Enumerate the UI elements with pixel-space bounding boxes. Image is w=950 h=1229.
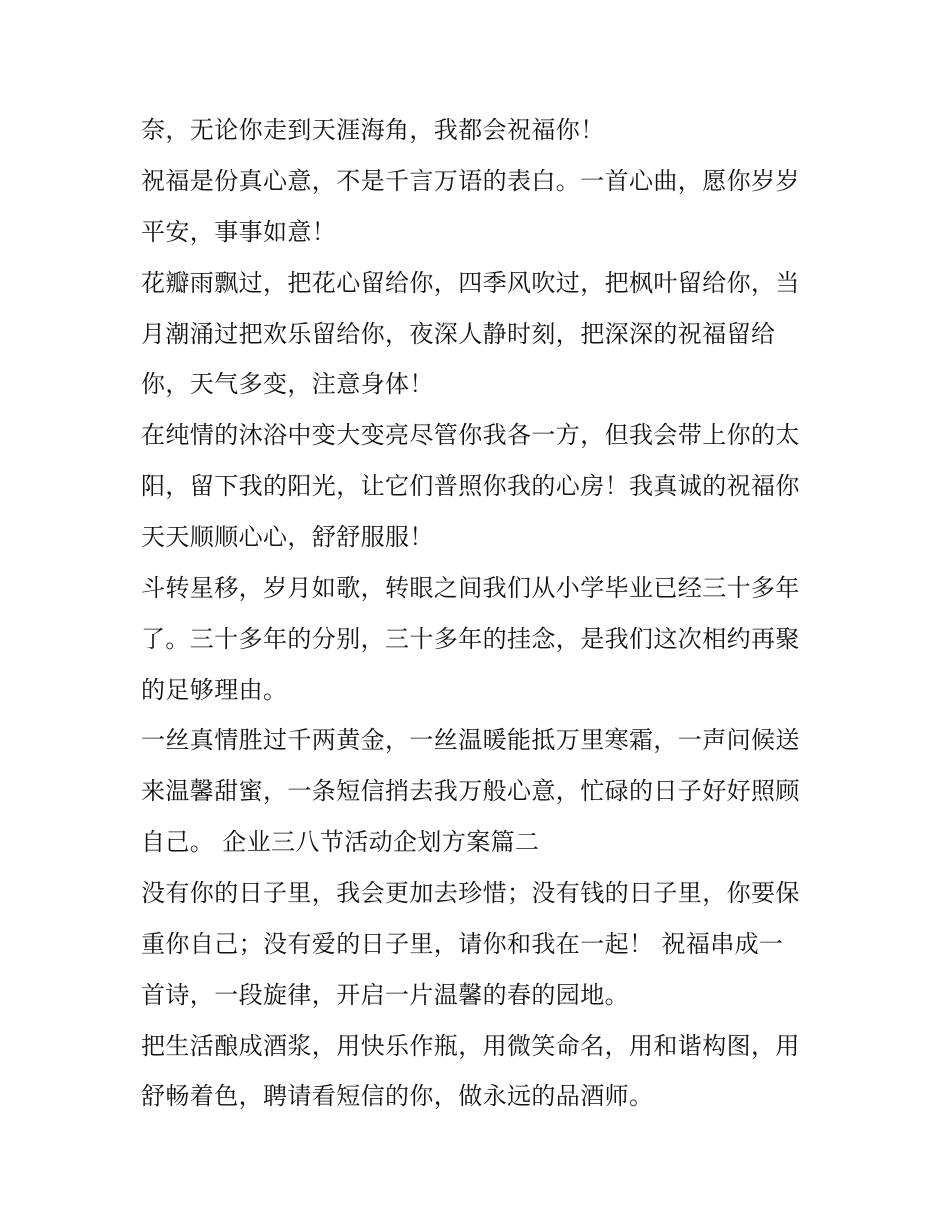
text-line: 的足够理由。 [141, 676, 288, 704]
text-line: 自己。 企业三八节活动企划方案篇二 [141, 828, 540, 856]
text-line: 平安，事事如意！ [141, 218, 337, 246]
text-line: 斗转星移，岁月如歌，转眼之间我们从小学毕业已经三十多年 [141, 574, 800, 602]
text-line: 花瓣雨飘过，把花心留给你，四季风吹过，把枫叶留给你，当 [141, 269, 800, 297]
text-line: 了。三十多年的分别，三十多年的挂念，是我们这次相约再聚 [141, 625, 800, 653]
text-line: 奈，无论你走到天涯海角，我都会祝福你！ [141, 116, 605, 144]
text-line: 来温馨甜蜜，一条短信捎去我万般心意，忙碌的日子好好照顾 [141, 777, 800, 805]
text-line: 重你自己；没有爱的日子里，请你和我在一起！ 祝福串成一 [141, 930, 784, 958]
text-line: 天天顺顺心心，舒舒服服！ [141, 523, 434, 551]
text-line: 没有你的日子里，我会更加去珍惜；没有钱的日子里，你要保 [141, 879, 800, 907]
text-line: 祝福是份真心意，不是千言万语的表白。一首心曲，愿你岁岁 [141, 167, 800, 195]
text-line: 把生活酿成酒浆，用快乐作瓶，用微笑命名，用和谐构图，用 [141, 1032, 800, 1060]
text-line: 你，天气多变，注意身体！ [141, 370, 434, 398]
text-line: 在纯情的沐浴中变大变亮尽管你我各一方，但我会带上你的太 [141, 421, 800, 449]
text-line: 舒畅着色，聘请看短信的你，做永远的品酒师。 [141, 1082, 654, 1110]
text-line: 月潮涌过把欢乐留给你，夜深人静时刻，把深深的祝福留给 [141, 320, 776, 348]
text-line: 阳，留下我的阳光，让它们普照你我的心房！我真诚的祝福你 [141, 472, 800, 500]
text-line: 一丝真情胜过千两黄金，一丝温暖能抵万里寒霜，一声问候送 [141, 726, 800, 754]
text-line: 首诗，一段旋律，开启一片温馨的春的园地。 [141, 981, 629, 1009]
